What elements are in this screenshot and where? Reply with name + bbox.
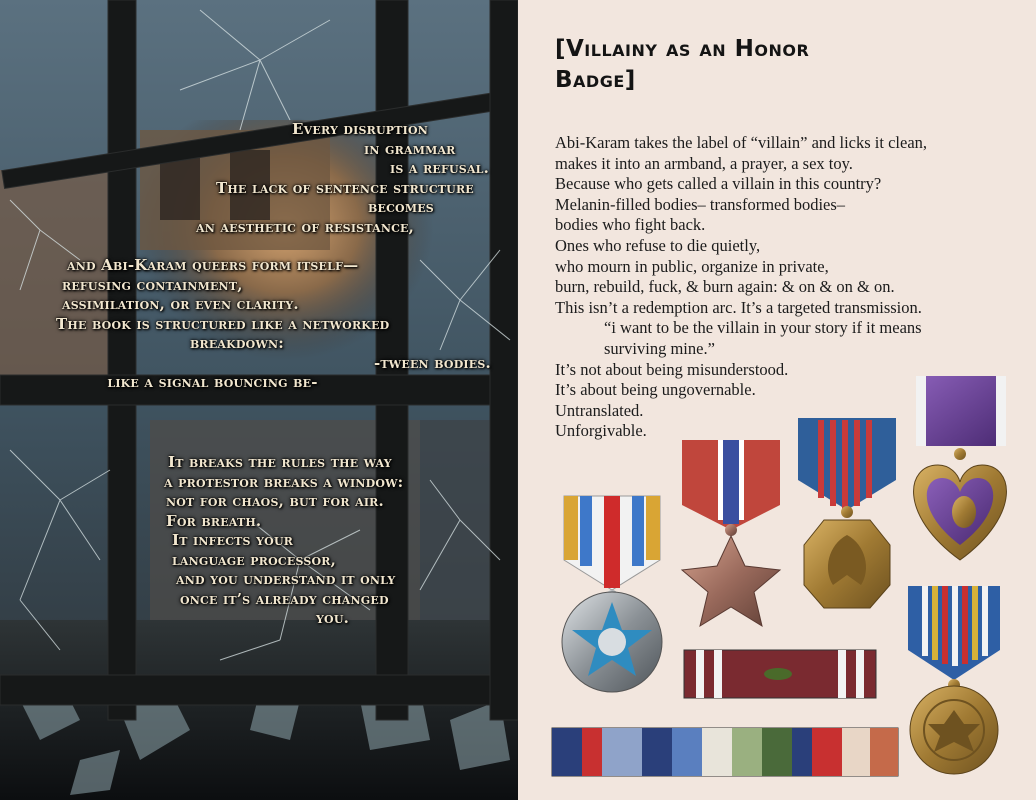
poem-line: is a refusal. (390, 159, 490, 177)
poem-line (56, 354, 511, 432)
body-line: It’s about being ungovernable. (555, 380, 756, 400)
poem-spacer (56, 237, 511, 256)
military-medals-illustration (518, 0, 1036, 800)
body-line: Untranslated. (555, 400, 644, 420)
poem-line: becomes (368, 198, 434, 216)
poem-line: once it’s already changed (180, 589, 389, 608)
ribbon-bar-bottom (552, 728, 898, 776)
poem-line: breakdown: (190, 334, 284, 352)
medal-purple-heart (914, 376, 1007, 560)
ribbon-bar-middle (684, 650, 876, 698)
poem-line: an aesthetic of resistance, (196, 217, 415, 236)
poem-line: and Abi-Karam queers form itself— (67, 256, 359, 274)
body-line: who mourn in public, organize in private, (555, 256, 829, 276)
heading-line: [Villainy as an Honor (555, 36, 810, 62)
body-line: This isn’t a redemption arc. It’s a targeted transmission. (555, 297, 922, 317)
poem-block-lower (160, 453, 450, 629)
quote-line: surviving mine.” (604, 338, 715, 358)
body-line: Because who gets called a villain in this country? (555, 174, 882, 194)
body-line: burn, rebuild, fuck, & burn again: & on & on & on. (555, 277, 895, 297)
poem-line: language processor, (172, 550, 337, 569)
poem-line-part: like a signal bouncing be- (107, 373, 318, 391)
medal-bronze-star (682, 440, 780, 626)
poem-line: and you understand it only (176, 570, 396, 588)
body-line: makes it into an armband, a prayer, a sex toy. (555, 153, 853, 173)
poem-line: The book is structured like a networked (56, 314, 390, 333)
heading-line: Badge] (555, 67, 636, 93)
poem-line: refusing containment, (62, 275, 243, 294)
poem-line: not for chaos, but for air. (166, 492, 384, 510)
body-line: It’s not about being misunderstood. (555, 359, 789, 379)
poem-line: in grammar (364, 139, 456, 158)
poem-block-upper (56, 120, 511, 432)
poem-line-part: -tween bodies. (374, 353, 491, 372)
poem-line: For breath. (166, 511, 262, 530)
medal-star-silver (562, 496, 662, 692)
body-line: Melanin-filled bodies– transformed bodies– (555, 194, 846, 214)
poem-line: a protestor breaks a window: (164, 472, 404, 491)
quote-line: “i want to be the villain in your story if it means (604, 318, 922, 338)
body-line: Ones who refuse to die quietly, (555, 235, 761, 255)
right-page (518, 0, 1036, 800)
body-line: Abi-Karam takes the label of “villain” and licks it clean, (555, 133, 928, 152)
medal-eagle-octagon (798, 418, 896, 608)
poem-line: assimilation, or even clarity. (62, 295, 299, 313)
medal-service-bronze (908, 586, 1000, 774)
poem-line: The lack of sentence structure (216, 178, 474, 197)
poem-line: It breaks the rules the way (168, 453, 392, 471)
poem-line: you. (316, 609, 350, 627)
body-line: bodies who fight back. (555, 215, 706, 235)
poem-line: It infects your (172, 531, 294, 549)
body-line: Unforgivable. (555, 421, 647, 441)
poem-line: Every disruption (292, 120, 429, 138)
